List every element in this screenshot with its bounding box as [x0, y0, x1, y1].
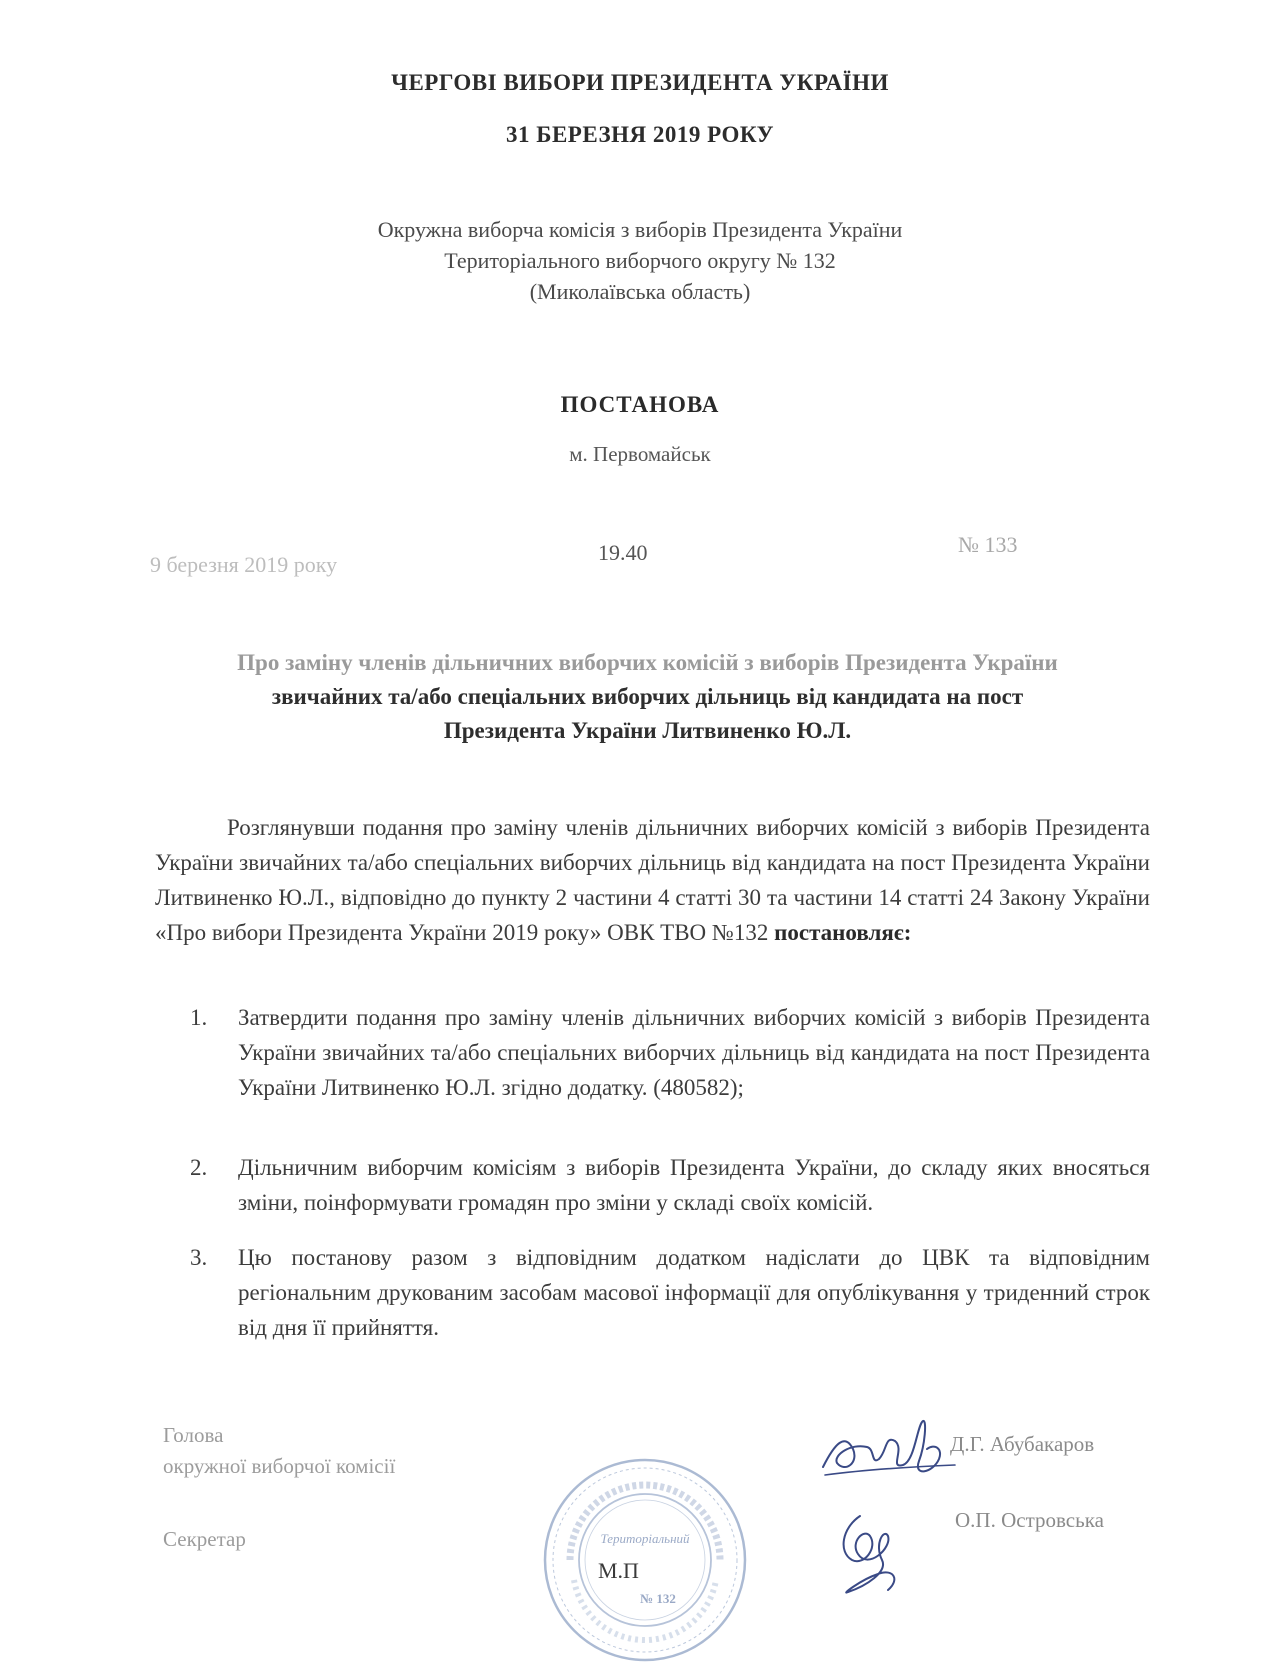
chair-title: Голова: [163, 1423, 224, 1447]
official-seal-stamp: [540, 1455, 750, 1665]
chair-signature: [815, 1415, 965, 1490]
commission-name: Окружна виборча комісія з виборів Президента України: [377, 217, 903, 242]
document-time: 19.40: [598, 540, 648, 565]
resolution-item: [190, 1150, 1150, 1220]
item-number: 3.: [190, 1245, 208, 1270]
item-text: Дільничним виборчим комісіям з виборів Президента України, до складу яких вносяться зміни, поінформувати громадян про зміни у складі своїх комісій.: [238, 1155, 1150, 1215]
preamble-text: Розглянувши подання про заміну членів дільничних виборчих комісій з виборів Президента України звичайних та/або спеціальних виборчих дільниць від кандидата на пост Президента України Литвиненко Ю.Л., відповідно до пункту 2 частини 4 статті 30 та частини 14 статті 24 Закону України «Про вибори Президента України 2019 року» ОВК ТВО №132: [155, 815, 1150, 945]
subject-line-2: звичайних та/або спеціальних виборчих дільниць від кандидата на пост: [271, 684, 1024, 709]
item-text: Цю постанову разом з відповідним додатком надіслати до ЦВК та відповідним регіональним друкованим засобам масової інформації для опублікування у триденний строк від дня її прийняття.: [238, 1245, 1150, 1340]
subject-line-1: Про заміну членів дільничних виборчих комісій з виборів Президента України: [237, 650, 1058, 675]
document-date: 9 березня 2019 року: [150, 552, 338, 577]
secretary-name: О.П. Островська: [955, 1508, 1104, 1532]
stamp-number: № 132: [640, 1591, 676, 1606]
resolution-item: [190, 1240, 1150, 1345]
election-title: ЧЕРГОВІ ВИБОРИ ПРЕЗИДЕНТА УКРАЇНИ: [391, 70, 889, 95]
document-subject: [160, 646, 1135, 748]
secretary-signature: [830, 1508, 920, 1603]
resolution-item: [190, 1000, 1150, 1105]
chair-name: Д.Г. Абубакаров: [950, 1432, 1095, 1456]
commission-district: Територіального виборчого округу № 132: [444, 248, 836, 273]
item-number: 2.: [190, 1155, 208, 1180]
secretary-label: Секретар: [163, 1527, 246, 1551]
chair-commission: окружної виборчої комісії: [163, 1454, 396, 1478]
preamble-paragraph: [155, 810, 1150, 950]
commission-region: (Миколаївська область): [529, 279, 751, 304]
seal-placeholder-label: М.П: [598, 1558, 639, 1583]
item-text: Затвердити подання про заміну членів дільничних виборчих комісій з виборів Президента України звичайних та/або спеціальних виборчих дільниць від кандидата на пост Президента України Литвиненко Ю.Л. згідно додатку. (480582);: [238, 1005, 1150, 1100]
document-type: ПОСТАНОВА: [560, 392, 720, 417]
commission-block: [0, 214, 1280, 307]
item-number: 1.: [190, 1005, 208, 1030]
stamp-inner-text: Територіальний: [600, 1531, 690, 1546]
document-city: м. Первомайськ: [569, 442, 711, 466]
document-number: № 133: [958, 532, 1018, 557]
chair-label: [163, 1420, 395, 1482]
preamble-resolves: постановляє:: [774, 920, 912, 945]
subject-line-3: Президента України Литвиненко Ю.Л.: [443, 718, 852, 743]
election-date: 31 БЕРЕЗНЯ 2019 РОКУ: [505, 122, 774, 147]
